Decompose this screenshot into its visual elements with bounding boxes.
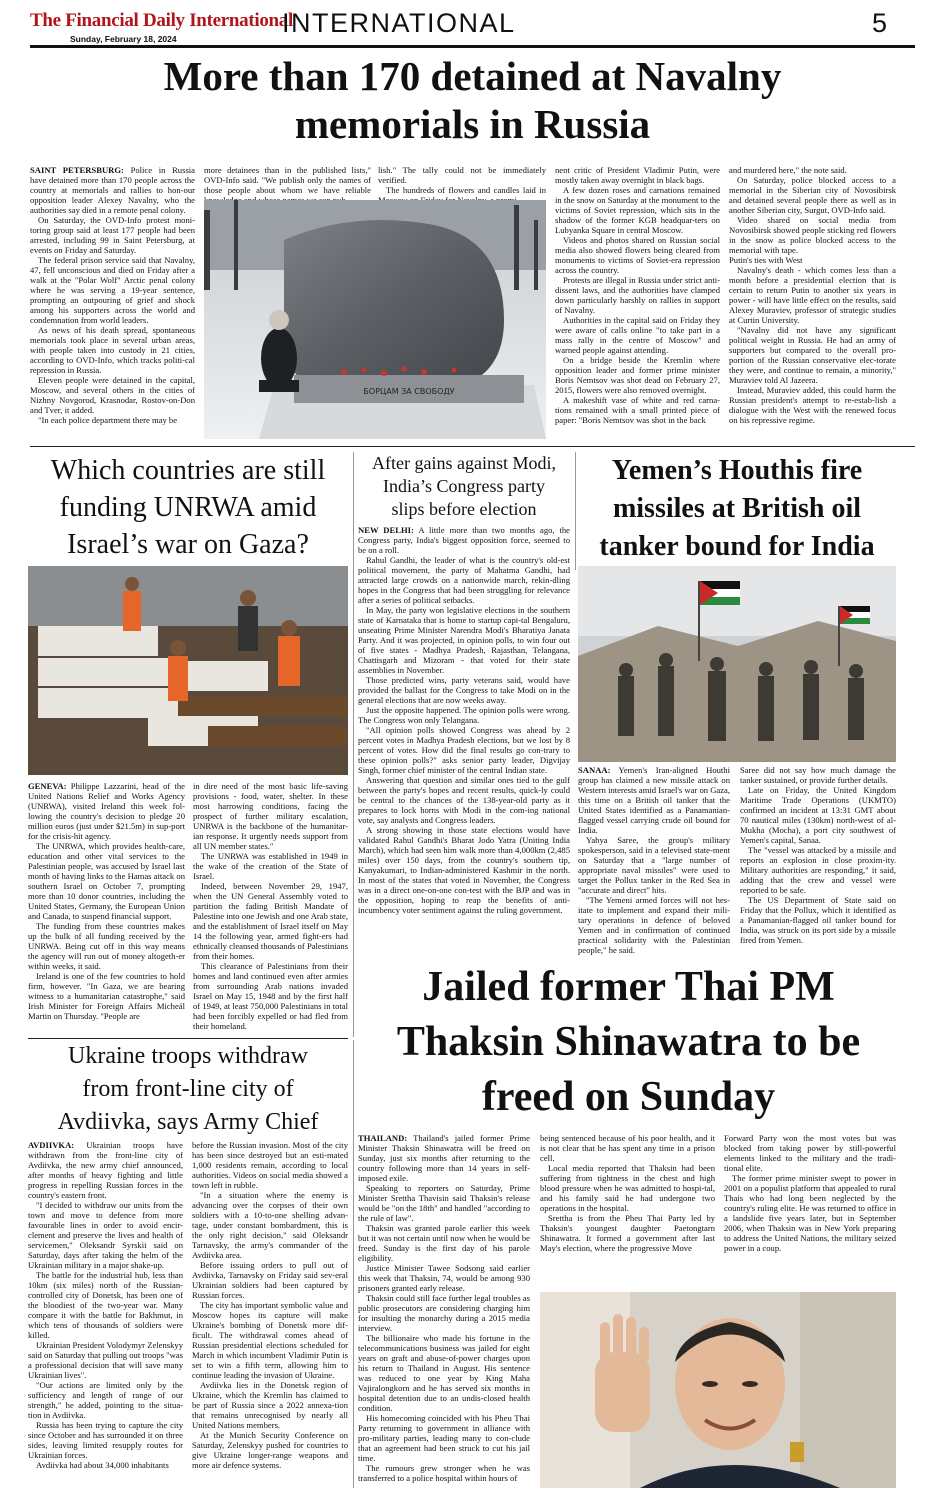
unrwa-col-1: GENEVA: Philippe Lazzarini, head of the United Nations Relief and Works Agency (UNRWA), visited Ireland this week fol-lowing the country's decision to pledge 20 million euros (just under $21.5m) in sup-port for the crisis-hit agency. The UNRWA, which provides health-care, education and other vital services to the Palestinian people, was accused by Israel last month of having links to the Hamas attack on southern Israel on October 7, prompting more than 10 donor countries, including the United States, Germany, the European Union and Canada, to suspend financial support. The funding from these countries makes up the bulk of all funding received by the UNRWA. Being cut off in this way means the agency will run out of money altogeth-er within weeks, it said. Ireland is one of the few countries to hold firm, however. "In Gaza, we are bearing witness to a humanitarian catastrophe," said Irish Minister for Foreign Affairs Micheál Martin on Thursday. "People are [28, 781, 185, 1021]
divider-col-a [353, 452, 354, 1037]
page-number: 5 [872, 8, 888, 38]
ukraine-col-1: AVDIIVKA: Ukrainian troops have withdrawn from the front-line city of Avdiivka, the new army chief announced, after months of heavy fighting and little progress in repelling Russian forces in the country's eastern front. "I decided to withdraw our units from the town and move to defence from more favourable lines in order to avoid encir-clement and preserve the lives and health of servicemen," Oleksandr Syrskii said on Saturday, days after taking the helm of the Ukrainian military in a major shake-up. The battle for the industrial hub, less than 10km (six miles) north of the Russian-controlled city of Donetsk, has been one of the bloodiest of the two-year war. Many compare it with the battle for Bakhmut, in which tens of thousands of soldiers were killed. Ukrainian President Volodymyr Zelenskyy said on Saturday that pulling out troops "was a professional decision that will save many Ukrainian lives". "Our actions are limited only by the sufficiency and length of range of our strength," he added, pointing to the situa-tion in Avdiivka. Russia has been trying to capture the city since October and has surrounded it on three sides, leaving limited resupply routes for Ukrainian forces. Avdiivka had about 34,000 inhabitants [28, 1140, 183, 1470]
unrwa-col-2: in dire need of the most basic life-saving provisions - food, water, shelter. In these most harrowing conditions, facing the prospect of further military escalation, UNRWA is the backbone of the humanitar-ian response. It urgently needs support from all UN member states." The UNRWA was established in 1949 in the wake of the creation of the State of Israel. Indeed, between November 29, 1947, when the UN General Assembly voted to partition the fading British Mandate of Palestine into one Jewish and one Arab state, and the establishment of Israel itself on May 14 the following year, armed fight-ers had ethnically cleansed thousands of Palestinians from their homes. This clearance of Palestinians from their homes and land continued even after armies from surrounding Arab nations invaded Israel on May 15, 1948 and by the first half of 1949, at least 750,000 Palestinians in total had been forcibly expelled or had fled from their homeland. [193, 781, 348, 1031]
navalny-col-2: more detainees than in the published lists," OVD-Info said. "We publish only the names of those people about whom we have reliable [204, 165, 371, 195]
divider-unrwa-ukraine [28, 1038, 348, 1039]
issue-date: Sunday, February 18, 2024 [70, 34, 177, 44]
navalny-memorial-photo [204, 200, 546, 439]
person-face [675, 1318, 785, 1450]
navalny-col-5: and murdered here," the note said. On Saturday, police blocked access to a memorial in the Siberian city of Novosibirsk and detained several people there as well as in another Siberian city, Surgut, OVD-Info said. Video shared on social media from Novosibirsk showed people sticking red flowers in the snow as police blocked access to the memorial with tape. Putin's ties with West Navalny's death - which comes less than a month before a presidential election that is certain to return Putin to another six years in power - will have little effect on the results, said Alexey Muraviev, professor of strategic studies at Curtin University. "Navalny did not have any significant political weight in Russia. He had an army of supporters but compared to the overall pro-portion of the Russian conservative elec-torate they were, and continue to remain, a minority," Muraviev told Al Jazeera. Instead, Muraviev added, this could harm the Russian president's attempt to re-estab-lish a dialogue with the West with the renewed focus on his repressive regime. [729, 165, 896, 425]
section-title: INTERNATIONAL [282, 8, 516, 38]
rally-image [578, 566, 896, 762]
subhead-putin-ties: Putin's ties with West [729, 255, 803, 265]
houthis-headline: Yemen’s Houthis fire missiles at British oil tanker bound for India [599, 455, 875, 562]
thaksin-headline: Jailed former Thai PM Thaksin Shinawatra to be freed on Sunday [396, 964, 861, 1120]
waving-hand [595, 1314, 650, 1432]
houthis-rally-photo [578, 566, 896, 762]
houthis-col-2: Saree did not say how much damage the tanker sustained, or provide further details. Late on Friday, the United Kingdom Maritime Trade Operations (UKMTO) confirmed an incident at 13:31 GMT about 70 nautical miles (130km) north-west of al-Mukha (Mocha), a port city southwest of Yemen's capital, Sanaa. The "vessel was attacked by a missile and reports an explosion in close proxim-ity. Military authorities are responding," it said, adding that the crew and vessel were reported to be safe. The US Department of State said on Friday that the Pollux, which it identified as a Panamanian-flagged oil tanker bound for India, was struck on its port side by a missile fired from Yemen. [740, 765, 896, 945]
stone-inscription: БОРЦАМ ЗА СВОБОДУ [363, 387, 455, 396]
aid-workers-image [28, 566, 348, 775]
thaksin-col-1: THAILAND: Thailand's jailed former Prime Minister Thaksin Shinawatra will be freed on Sunday, just six months after returning to the country following more than 14 years in self-imposed exile. Speaking to reporters on Saturday, Prime Minister Srettha Thavisin said Thaksin's release would be "on the 18th" and handled "according to the rule of law". Thaksin was granted parole earlier this week but it was not certain until now when he would be freed. Sunday is the first day of his parole eligibility. Justice Minister Tawee Sodsong said earlier this week that Thaksin, 74, would be among 930 prisoners granted early release. Thaksin could still face further legal troubles as public prosecutors are considering charging him for insulting the monarchy during a 2015 media interview. The billionaire who made his fortune in the telecommunications business was jailed for eight years on graft and abuse-of-power charges upon his return to Thailand in August. His sentence was reduced to one year by King Maha Vajiralongkorn and he has served six months in hospital detention due to an undis-closed health condition. His homecoming coincided with his Pheu Thai Party returning to government in alliance with pro-military parties, leading many to con-clude that an agreement had been struck to cut his jail time. The rumours grew stronger when he was transferred to a police hospital within hours of [358, 1133, 530, 1483]
masthead-title: The Financial Daily International [30, 10, 293, 31]
ukraine-col-2: before the Russian invasion. Most of the city has been since destroyed but an esti-mated 1,000 residents remain, according to local authorities. Videos on social media showed a town left in rubble. "In a situation where the enemy is advancing over the corpses of their own soldiers with a 10-to-one shelling advan-tage, under constant bombardment, this is the only right decision," said Oleksandr Tarnavsky, the army's commander of the Avdiivka area. Before issuing orders to pull out of Avdiivka, Tarnavsky on Friday said sev-eral Ukrainian soldiers had been captured by Russian forces. The city has important symbolic value and Moscow hopes its capture will make Ukraine's bombing of Donetsk more dif-ficult. The withdrawal comes ahead of Russian presidential elections scheduled for March in which incumbent Vladimir Putin is set to win a fifth term, allowing him to continue leading the invasion of Ukraine. Avdiivka lies in the Donetsk region of Ukraine, which the Kremlin has claimed to be part of Russia since a 2022 annexa-tion that remains unrecognised by nearly all United Nations members. At the Munich Security Conference on Saturday, Zelenskyy pushed for countries to give Ukraine longer-range weapons and more air defence systems. [192, 1140, 348, 1470]
thaksin-photo [540, 1292, 896, 1488]
navalny-col-1: SAINT PETERSBURG: Police in Russia have detained more than 170 people across the country at memorials and rallies to hon-our opposition leader Alexey Navalny, who the authorities say died in a remote penal colony. On Saturday, the OVD-Info protest moni-toring group said at least 177 people had been arrested, including 99 in Saint Petersburg, at events on Friday and Saturday. The federal prison service said that Navalny, 47, fell unconscious and died on Friday after a walk at the "Polar Wolf" Arctic penal colony where he was serving a 19-year sentence, prompting an outpouring of grief and shock among his supporters across the world and condemnation from world leaders. As news of his death spread, spontaneous memorials took place in several urban areas, with people taken into custody in 21 cities, according to OVD-Info, which tracks politi-cal repression in Russia. Eleven people were detained in the capital, Moscow, and several others in the cities of Nizhny Novgorod, Krasnodar, Rostov-on-Don and Tver, it added. "In each police department there may be [30, 165, 195, 425]
navalny-col-3: lish." The tally could not be immediately verified. The hundreds of flowers and candles laid in [378, 165, 546, 195]
header-rule [30, 45, 915, 48]
masthead [30, 10, 293, 46]
thaksin-portrait [540, 1292, 896, 1488]
divider-col-c [353, 1040, 354, 1488]
congress-headline: After gains against Modi, India’s Congress party slips before election [372, 453, 556, 519]
ukraine-headline: Ukraine troops withdraw from front-line city of Avdiivka, says Army Chief [57, 1043, 319, 1135]
unrwa-aid-photo [28, 566, 348, 775]
divider-col-b [575, 452, 576, 570]
navalny-col-4: nent critic of President Vladimir Putin, were mostly taken away overnight in black bags. A few dozen roses and carnations remained in the snow on Saturday at the monument to the victims of Soviet repression, which sits in the shadow of the former KGB headquar-ters on Lubyanka Square in central Moscow. Videos and photos shared on Russian social media also showed flowers being cleared from monuments to victims of Soviet-era repression across the country. Protests are illegal in Russia under strict anti-dissent laws, and the authorities have clamped down particularly harshly on rallies in support of Navalny. Authorities in the capital said on Friday they were aware of calls online "to take part in a mass rally in the centre of Moscow" and warned people against attending. On a bridge beside the Kremlin where opposition leader and former prime minister Boris Nemtsov was shot dead on February 27, 2015, flowers were also removed overnight. A makeshift vase of white and red carna-tions remained with a small printed piece of paper: "Boris Nemtsov was shot in the back [555, 165, 720, 425]
houthis-col-1: SANAA: Yemen's Iran-aligned Houthi group has claimed a new missile attack on Western interests amid Israel's war on Gaza, this time on a British oil tanker that the United States identified as a Panamanian-flagged vessel carrying crude oil bound for India. Yahya Saree, the group's military spokesperson, said in a televised state-ment on Saturday that a "large number of appropriate naval missiles" were used to target the Pollux tanker in the Red Sea in "accurate and direct" hits. "The Yemeni armed forces will not hes-itate to implement and expand their mili-tary operations in defence of beloved Yemen and in confirmation of continued practical solidarity with the Palestinian people," he said. [578, 765, 730, 955]
memorial-stone-image [204, 200, 546, 439]
dateline: SAINT PETERSBURG: [30, 165, 124, 175]
thaksin-col-2: being sentenced because of his poor health, and it is not clear that he has spent any time in a prison cell. Local media reported that Thaksin had been suffering from tightness in the chest and high blood pressure when he was admitted to hospi-tal, and his family said he had undergone two operations in the hospital. Srettha is from the Pheu Thai Party led by Thaksin's youngest daughter Paetongtarn Shinawatra. It formed a government after last May's election, where the progressive Move [540, 1133, 715, 1253]
thaksin-col-3: Forward Party won the most votes but was blocked from taking power by still-powerful elements linked to the military and the tradi-tional elite. The former prime minister swept to power in 2001 on a populist platform that appealed to rural Thais who had long been neglected by the country's ruling elite. He was returned to office in a landslide five years later, but in September 2006, when Thaksin was in New York preparing to address the United Nations, the military seized power in a coup. [724, 1133, 896, 1253]
unrwa-headline: Which countries are still funding UNRWA amid Israel’s war on Gaza? [50, 455, 326, 560]
navalny-headline: More than 170 detained at Navalny memorials in Russia [163, 53, 782, 147]
congress-col-1: NEW DELHI: A little more than two months ago, the Congress party, India's biggest opposition force, seemed to be on a roll. Rahul Gandhi, the leader of what is the country's old-est political movement, the party of Mahatma Gandhi, had attracted large crowds on a nationwide march, rekin-dling hopes in the Congress that had been struggling for relevance after a series of political setbacks. In May, the party won legislative elections in the southern state of Karnataka that is home to startup capi-tal Bengaluru, unseating Prime Minister Narendra Modi's Bharatiya Janata Party. And it was projected, in opinion polls, to win four out of five states - Madhya Pradesh, Rajasthan, Telangana, Chattisgarh and Mizoram - that voted for their state assemblies in November. Those predicted wins, party veterans said, would have provided the ballast for the Congress to take Modi on in the general elections that are now weeks away. Just the opposite happened. The opinion polls were wrong. The Congress won only Telangana. "All opinion polls showed Congress was ahead by 2 percent votes in Madhya Pradesh elections, but we lost by 8 percent of votes. How did the final results go con-trary to these opinion polls?" asks senior party leader, Digvijay Singh, former chief minister of the central Indian state. Answering that question and similar ones tied to the gulf between the party's hopes and recent results, quick-ly could be central to the chances of the 138-year-old party as it prepares to lock horns with Modi in the com-ing national vote, say analysts and Congress leaders. A strong showing in those state elections would have validated Rahul Gandhi's Bharat Jodo Yatra (Uniting India March), which had seen him walk more than 4,000km (2,485 miles) over 150 days, from the country's southern tip, Kanyakumari, to Indian-administered Kashmir in the north. In most of the states that voted in November, the Congress was in a direct one-on-one con-test with the BJP and was in the opposition, hoping to reap the benefits of anti-incumbency voter sentiment against the ruling government. [358, 525, 571, 915]
divider-navalny [30, 446, 915, 447]
